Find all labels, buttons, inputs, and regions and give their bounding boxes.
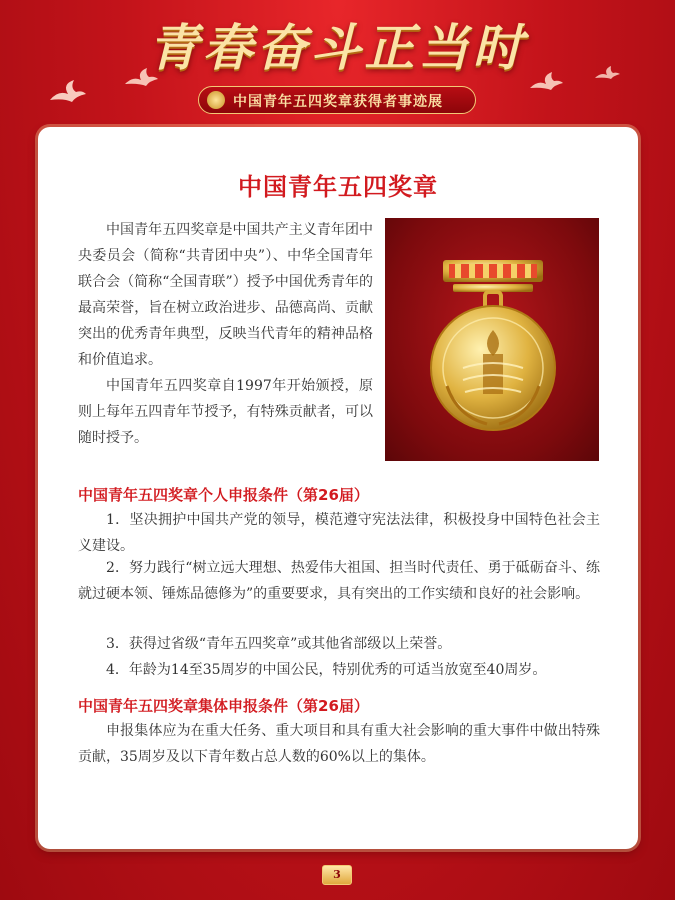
medal-photo [385, 218, 599, 461]
intro-paragraph: 中国青年五四奖章自1997年开始颁授，原则上每年五四青年节授予，有特殊贡献者，可以随时授予。 [78, 378, 373, 446]
criteria-item: 1．坚决拥护中国共产党的领导，模范遵守宪法法律，积极投身中国特色社会主义建设。 [78, 512, 600, 554]
banner-title: 青春奋斗正当时 [148, 18, 527, 77]
page-title: 中国青年五四奖章 [238, 173, 438, 201]
youth-league-emblem-icon [207, 91, 225, 109]
intro-paragraph: 中国青年五四奖章是中国共产主义青年团中央委员会（简称“共青团中央”）、中华全国青年联合会（简称“全国青联”）授予中国优秀青年的最高荣誉，旨在树立政治进步、品德高尚、贡献突出的优秀青年典型，反映当代青年的精神品格和价值追求。 [78, 222, 373, 368]
banner [0, 0, 675, 125]
medal-icon [385, 218, 599, 461]
banner-subtitle: 中国青年五四奖章获得者事迹展 [233, 94, 443, 110]
individual-criteria-heading: 中国青年五四奖章个人申报条件（第26届） [78, 486, 369, 504]
criteria-item: 3．获得过省级“青年五四奖章”或其他省部级以上荣誉。 [106, 636, 452, 652]
criteria-item: 2．努力践行“树立远大理想、热爱伟大祖国、担当时代责任、勇于砥砺奋斗、练就过硬本领、锤炼品德修为”的重要要求，具有突出的工作实绩和良好的社会影响。 [78, 560, 600, 602]
page-number: 3 [322, 865, 352, 885]
collective-criteria-heading: 中国青年五四奖章集体申报条件（第26届） [78, 697, 369, 715]
content-panel [38, 127, 638, 849]
intro-text [78, 217, 373, 451]
banner-subtitle-bar [198, 86, 476, 114]
collective-criteria-text: 申报集体应为在重大任务、重大项目和具有重大社会影响的重大事件中做出特殊贡献，35周岁及以下青年数占总人数的60%以上的集体。 [78, 723, 600, 765]
criteria-item: 4．年龄为14至35周岁的中国公民，特别优秀的可适当放宽至40周岁。 [106, 662, 547, 678]
